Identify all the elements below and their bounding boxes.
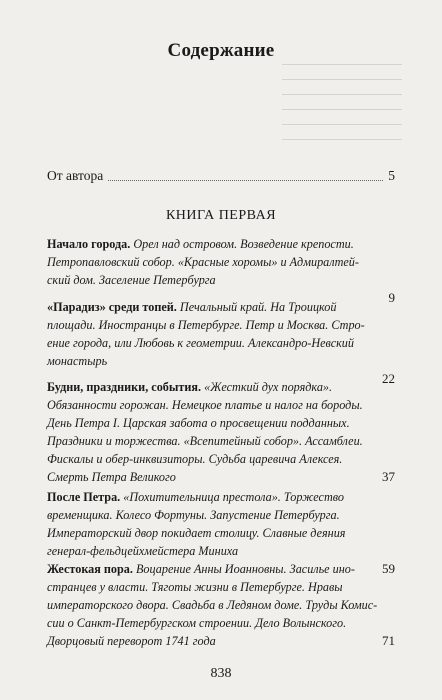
toc-entry	[47, 298, 395, 388]
entry-text-line: странцев у власти. Тяготы жизни в Петербурге. Нравы	[47, 580, 343, 594]
entry-text-line: монастырь	[47, 354, 108, 368]
toc-entry-label: От автора	[47, 167, 107, 185]
entry-text-line: Фискалы и обер-инквизиторы. Судьба царевича Алексея.	[47, 452, 343, 466]
entry-text-line: Печальный край. На Троицкой	[176, 300, 337, 314]
page-number: 9	[388, 290, 395, 305]
entry-heading: «Парадиз» среди топей.	[47, 300, 177, 314]
entry-text-line: площади. Иностранцы в Петербурге. Петр и Москва. Стро-	[47, 318, 365, 332]
entry-heading: Будни, праздники, события.	[47, 380, 202, 394]
page-number: 59	[382, 561, 395, 576]
entry-heading: После Петра.	[47, 490, 121, 504]
entry-text-line: Петропавловский собор. «Красные хоромы» и Адмиралтей-	[47, 255, 359, 269]
entry-heading: Жестокая пора.	[47, 562, 133, 576]
page-number: 37	[382, 469, 395, 484]
entry-text-line: Императорский двор покидает столицу. Славные деяния	[47, 526, 346, 540]
section-heading: КНИГА ПЕРВАЯ	[165, 208, 277, 223]
show-through-text	[282, 50, 402, 160]
page-folio: 838	[210, 666, 232, 681]
entry-text-line: Воцарение Анны Иоанновны. Засилье ино-	[132, 562, 355, 576]
page-title: Содержание	[167, 40, 275, 61]
entry-text-line: «Похитительница престола». Торжество	[120, 490, 344, 504]
page-number: 71	[382, 633, 395, 648]
entry-text-line: Обязанности горожан. Немецкое платье и налог на бороды.	[47, 398, 363, 412]
entry-text-line: «Жесткий дух порядка».	[201, 380, 333, 394]
toc-entry-author	[47, 167, 395, 185]
toc-entry	[47, 560, 395, 650]
entry-text-line: Смерть Петра Великого	[47, 470, 176, 484]
toc-entry	[47, 235, 395, 307]
page-number: 5	[384, 167, 395, 185]
entry-text-line: ение города, или Любовь к геометрии. Александро-Невский	[47, 336, 354, 350]
entry-text-line: генерал-фельдцейхмейстера Миниха	[47, 544, 239, 558]
entry-text-line: ский дом. Заселение Петербурга	[47, 273, 216, 287]
entry-text-line: Дворцовый переворот 1741 года	[47, 634, 216, 648]
entry-text-line: временщика. Колесо Фортуны. Запустение Петербурга.	[47, 508, 340, 522]
entry-heading: Начало города.	[47, 237, 131, 251]
entry-text-line: императорского двора. Свадьба в Ледяном доме. Труды Комис-	[47, 598, 378, 612]
toc-entry	[47, 378, 395, 486]
page-number: 22	[382, 371, 395, 386]
entry-text-line: Праздники и торжества. «Всепитейный собор». Ассамблеи.	[47, 434, 363, 448]
entry-text-line: День Петра I. Царская забота о просвещении подданных.	[47, 416, 350, 430]
entry-text-line: сии о Санкт-Петербургском строении. Дело Волынского.	[47, 616, 347, 630]
entry-text-line: Орел над островом. Возведение крепости.	[130, 237, 354, 251]
